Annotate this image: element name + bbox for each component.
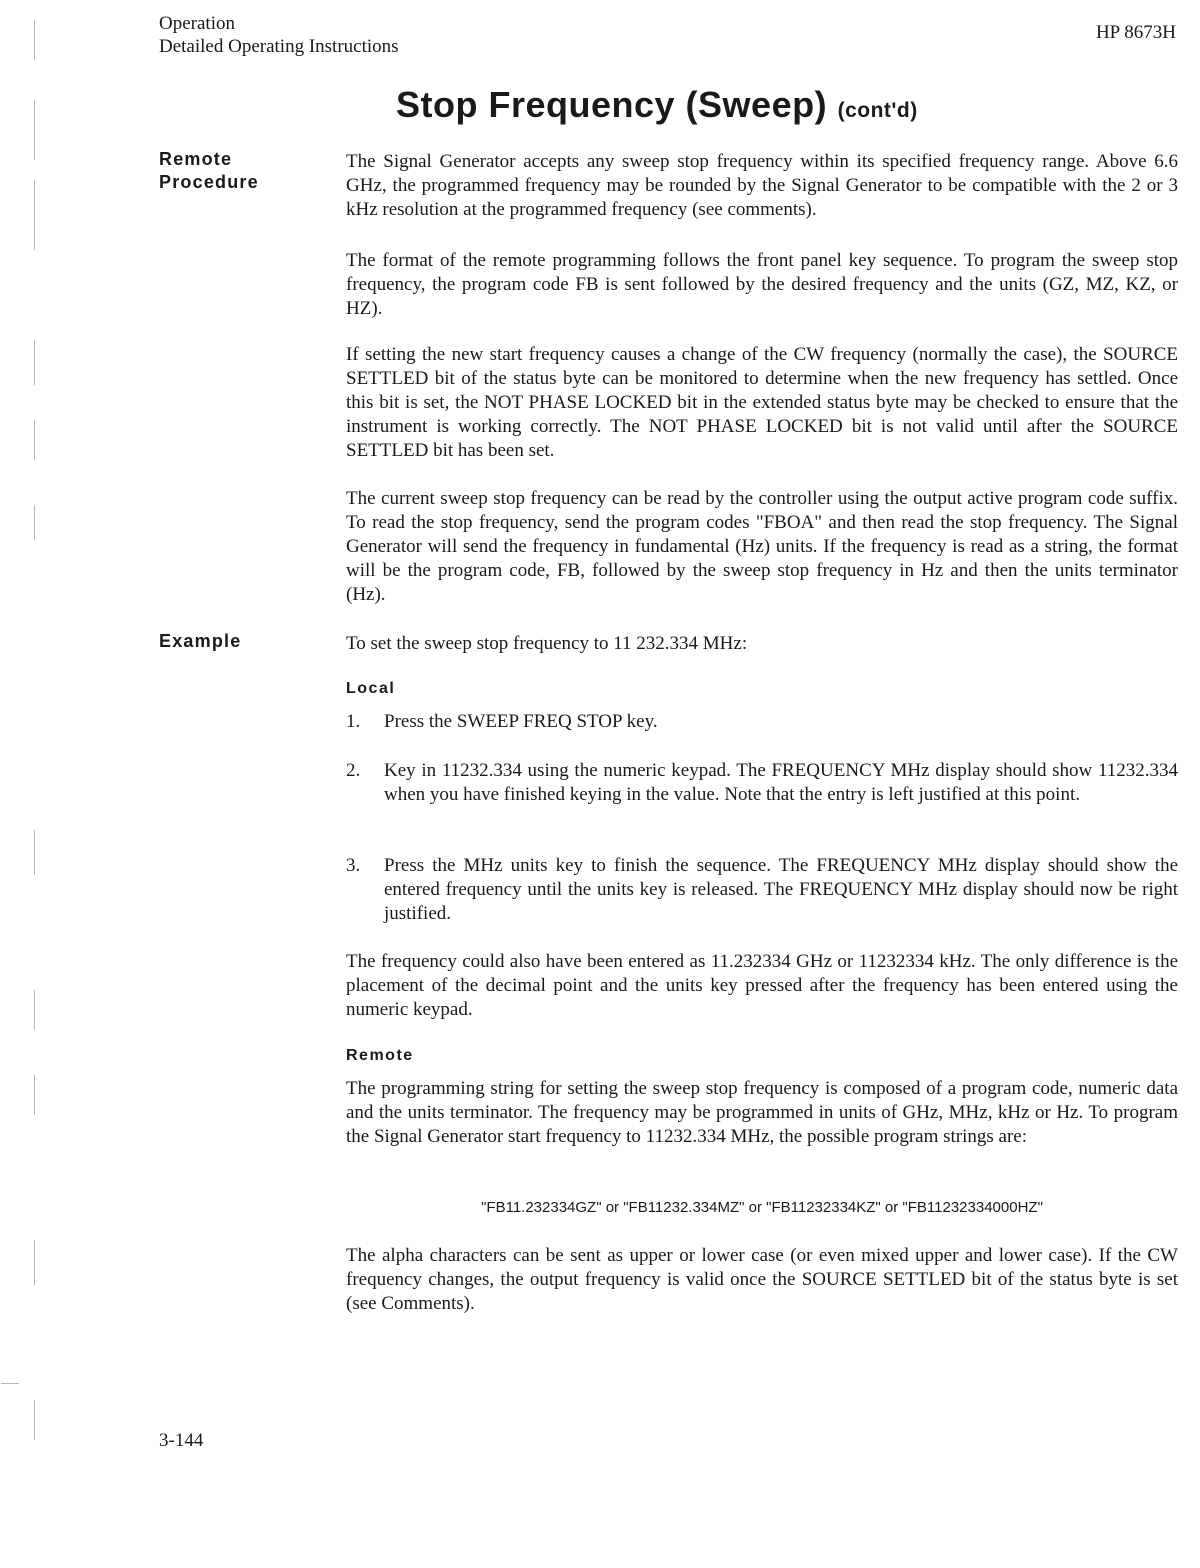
local-step bbox=[346, 854, 1178, 926]
local-step bbox=[346, 759, 1178, 807]
binder-edge-mark bbox=[34, 340, 35, 385]
binder-edge-mark bbox=[34, 505, 35, 540]
example-intro: To set the sweep stop frequency to 11 232.334 MHz: bbox=[346, 633, 748, 654]
header-subsection: Detailed Operating Instructions bbox=[159, 36, 399, 57]
header-section: Operation bbox=[159, 13, 235, 34]
program-strings: "FB11.232334GZ" or "FB11232.334MZ" or "FB11232334KZ" or "FB11232334000HZ" bbox=[481, 1199, 1043, 1216]
remote-procedure-paragraph: The format of the remote programming follows the front panel key sequence. To program the sweep stop frequency, the program code FB is sent followed by the desired frequency and the units (GZ, MZ, KZ, or HZ). bbox=[346, 250, 1178, 319]
binder-edge-mark bbox=[34, 990, 35, 1030]
header-model: HP 8673H bbox=[1095, 22, 1176, 43]
remote-example-paragraph: The programming string for setting the sweep stop frequency is composed of a program code, numeric data and the units terminator. The frequency may be programmed in units of GHz, MHz, kHz or Hz. To program the Signal Generator start frequency to 11232.334 MHz, the possible program strings are: bbox=[346, 1078, 1178, 1147]
step-text: Press the MHz units key to finish the sequence. The FREQUENCY MHz display should show the entered frequency until the units key is released. The FREQUENCY MHz display should now be right justified. bbox=[384, 855, 1178, 924]
running-header bbox=[159, 12, 399, 58]
page-title-main: Stop Frequency (Sweep) bbox=[396, 84, 828, 125]
step-number: 2. bbox=[346, 760, 361, 781]
remote-procedure-label-line1: Remote bbox=[159, 149, 233, 169]
binder-edge-mark bbox=[34, 180, 35, 250]
alternate-entry-paragraph: The frequency could also have been entered as 11.232334 GHz or 11232334 kHz. The only difference is the placement of the decimal point and the units key pressed after the frequency has been entered using the numeric keypad. bbox=[346, 951, 1178, 1020]
closing-paragraph: The alpha characters can be sent as upper or lower case (or even mixed upper and lower case). If the CW frequency changes, the output frequency is valid once the SOURCE SETTLED bit of the status byte is set (see Comments). bbox=[346, 1245, 1178, 1314]
remote-procedure-label bbox=[159, 148, 259, 194]
binder-edge-mark bbox=[34, 1240, 35, 1285]
binder-edge-mark bbox=[34, 20, 35, 60]
binder-edge-mark bbox=[1, 1383, 19, 1384]
example-label: Example bbox=[159, 631, 242, 651]
page-title bbox=[396, 84, 918, 126]
binder-edge-mark bbox=[34, 100, 35, 160]
local-step bbox=[346, 710, 1178, 734]
page-title-suffix: (cont'd) bbox=[837, 99, 918, 122]
binder-edge-mark bbox=[34, 1400, 35, 1440]
remote-subheading: Remote bbox=[346, 1047, 414, 1064]
page-number: 3-144 bbox=[159, 1430, 204, 1451]
local-subheading: Local bbox=[346, 680, 396, 697]
binder-edge-mark bbox=[34, 830, 35, 875]
remote-procedure-label-line2: Procedure bbox=[159, 172, 259, 192]
step-text: Press the SWEEP FREQ STOP key. bbox=[384, 711, 658, 732]
binder-edge-mark bbox=[34, 420, 35, 460]
step-number: 3. bbox=[346, 855, 361, 876]
remote-procedure-paragraph: The Signal Generator accepts any sweep stop frequency within its specified frequency range. Above 6.6 GHz, the programmed frequency may be rounded by the Signal Generator to be compatible with the 2 or 3 kHz resolution at the programmed frequency (see comments). bbox=[346, 151, 1178, 220]
remote-procedure-paragraph: The current sweep stop frequency can be read by the controller using the output active program code suffix. To read the stop frequency, send the program codes "FBOA" and then read the stop frequency. The Signal Generator will send the frequency in fundamental (Hz) units. If the frequency is read as a string, the format will be the program code, FB, followed by the sweep stop frequency in Hz and then the units terminator (Hz). bbox=[346, 488, 1178, 605]
binder-edge-mark bbox=[34, 1075, 35, 1115]
step-text: Key in 11232.334 using the numeric keypad. The FREQUENCY MHz display should show 11232.334 when you have finished keying in the value. Note that the entry is left justified at this point. bbox=[384, 760, 1178, 805]
step-number: 1. bbox=[346, 711, 361, 732]
remote-procedure-paragraph: If setting the new start frequency causes a change of the CW frequency (normally the case), the SOURCE SETTLED bit of the status byte can be monitored to determine when the new frequency has settled. Once this bit is set, the NOT PHASE LOCKED bit in the extended status byte may be checked to ensure that the instrument is working correctly. The NOT PHASE LOCKED bit is not valid until after the SOURCE SETTLED bit has been set. bbox=[346, 344, 1178, 461]
